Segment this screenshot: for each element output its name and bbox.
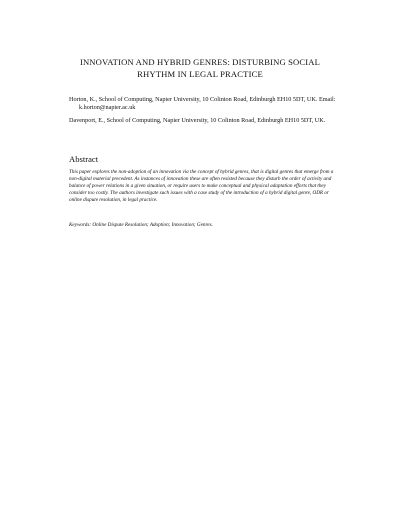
author-list <box>69 96 339 131</box>
abstract-text: This paper explores the non-adoption of an innovation via the concept of hybrid genres, that is digital genres that emerge from a non-digital material precedent. As instances of innovation these are often resisted because they disturb the order of activity and balance of power relations in a given situation, or require users to make conceptual and physical adaptation efforts that they consider too costly. The authors investigate such issues with a case study of the introduction of a hybrid digital genre, ODR or online dispute resolution, in legal practice. <box>69 169 334 204</box>
author-affiliation-horton: Horton, K., School of Computing, Napier University, 10 Colinton Road, Edinburgh EH10 5DT, UK. Email: k.horton@napier.ac.uk <box>69 96 336 112</box>
paper-title-line-2: RHYTHM IN LEGAL PRACTICE <box>137 69 263 79</box>
paper-title-line-1: INNOVATION AND HYBRID GENRES: DISTURBING SOCIAL <box>79 57 321 67</box>
abstract-heading: Abstract <box>69 154 99 164</box>
author-affiliation-davenport: Davenport, E., School of Computing, Napier University, 10 Colinton Road, Edinburgh EH10 5DT, UK. <box>69 117 326 125</box>
keywords: Keywords: Online Dispute Resolution; Adoption; Innovation; Genres. <box>69 222 213 228</box>
paper-title <box>60 56 340 80</box>
